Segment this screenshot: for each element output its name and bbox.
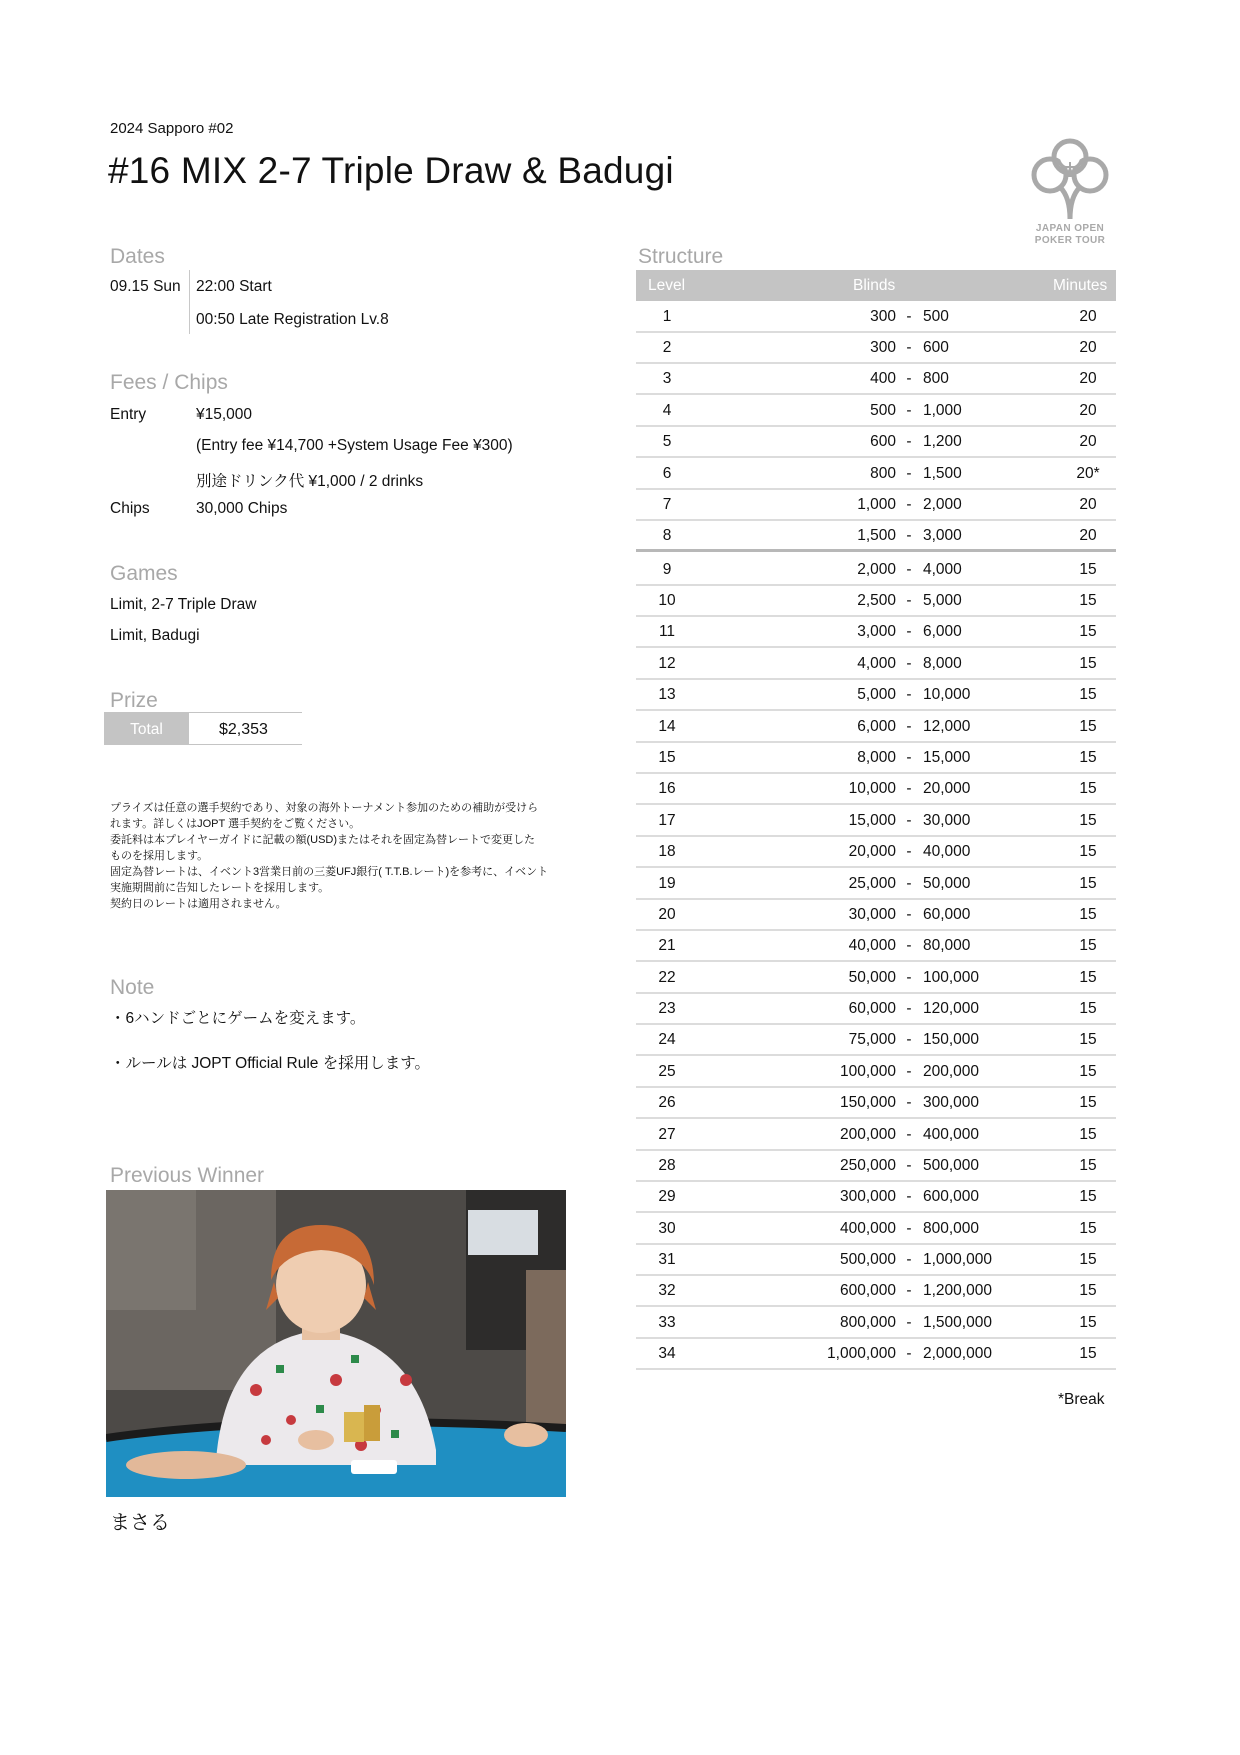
level-number: 34 [658, 1345, 676, 1362]
level-minutes: 15 [1079, 1345, 1097, 1362]
blind-level-row [636, 1025, 1116, 1056]
prize-total-value: $2,353 [219, 721, 268, 738]
big-blind: 200,000 [923, 1063, 980, 1080]
blind-level-row [636, 869, 1116, 900]
divider [104, 744, 302, 745]
level-minutes: 15 [1079, 561, 1097, 578]
level-minutes: 15 [1079, 1220, 1097, 1237]
small-blind: 2,000 [857, 561, 896, 578]
prize-total-label: Total [104, 713, 189, 744]
clover-logo-icon [1020, 135, 1120, 221]
event-series-label: 2024 Sapporo #02 [110, 120, 234, 137]
big-blind: 1,200 [923, 433, 962, 450]
blinds-separator: - [906, 780, 912, 797]
blinds-separator: - [906, 749, 912, 766]
small-blind: 1,000,000 [827, 1345, 896, 1362]
blind-level-row [636, 586, 1116, 617]
level-minutes: 20 [1079, 433, 1097, 450]
level-minutes: 15 [1079, 1188, 1097, 1205]
blinds-separator: - [906, 465, 912, 482]
level-minutes: 15 [1079, 623, 1097, 640]
blind-level-row [636, 931, 1116, 962]
small-blind: 8,000 [857, 749, 896, 766]
level-number: 11 [658, 623, 676, 640]
big-blind: 800,000 [923, 1220, 980, 1237]
small-blind: 500 [870, 402, 896, 419]
blinds-separator: - [906, 1220, 912, 1237]
entry-value: ¥15,000 [196, 406, 253, 423]
blind-level-row [636, 712, 1116, 743]
blind-level-row [636, 1308, 1116, 1339]
blinds-separator: - [906, 1282, 912, 1299]
small-blind: 300,000 [839, 1188, 896, 1205]
level-minutes: 15 [1079, 1126, 1097, 1143]
level-minutes: 15 [1079, 1157, 1097, 1174]
blind-level-row [636, 900, 1116, 931]
blinds-separator: - [906, 655, 912, 672]
previous-winner-heading: Previous Winner [110, 1164, 265, 1187]
big-blind: 500,000 [923, 1157, 980, 1174]
level-number: 13 [658, 686, 676, 703]
level-number: 9 [662, 561, 672, 578]
blinds-separator: - [906, 1063, 912, 1080]
blinds-separator: - [906, 1000, 912, 1017]
small-blind: 200,000 [839, 1126, 896, 1143]
level-number: 18 [658, 843, 676, 860]
dates-late-registration: 00:50 Late Registration Lv.8 [196, 311, 389, 328]
drink-fee: 別途ドリンク代 ¥1,000 / 2 drinks [196, 473, 424, 490]
big-blind: 80,000 [923, 937, 971, 954]
fine-print-line: 委託料は本プレイヤーガイドに記載の額(USD)またはそれを固定為替レートで変更した [110, 834, 536, 846]
small-blind: 60,000 [848, 1000, 896, 1017]
dates-day: 09.15 Sun [110, 278, 181, 295]
break-footnote: *Break [1058, 1391, 1105, 1408]
big-blind: 600,000 [923, 1188, 980, 1205]
blind-level-row [636, 1214, 1116, 1245]
small-blind: 800,000 [839, 1314, 896, 1331]
small-blind: 50,000 [848, 969, 896, 986]
small-blind: 20,000 [848, 843, 896, 860]
game-item: Limit, 2-7 Triple Draw [110, 596, 257, 613]
blinds-separator: - [906, 812, 912, 829]
level-number: 4 [662, 402, 672, 419]
game-item: Limit, Badugi [110, 627, 200, 644]
fine-print-line: 固定為替レートは、イベント3営業日前の三菱UFJ銀行( T.T.B.レート)を参考に、イベント [110, 866, 549, 878]
blind-level-row [636, 1151, 1116, 1182]
fees-heading: Fees / Chips [110, 371, 228, 394]
level-number: 23 [658, 1000, 676, 1017]
level-number: 3 [662, 370, 672, 387]
level-number: 30 [658, 1220, 676, 1237]
blind-level-row [636, 1339, 1116, 1370]
level-number: 25 [658, 1063, 676, 1080]
small-blind: 250,000 [839, 1157, 896, 1174]
blinds-separator: - [906, 433, 912, 450]
blinds-separator: - [906, 561, 912, 578]
blinds-separator: - [906, 1094, 912, 1111]
level-number: 17 [658, 812, 676, 829]
level-minutes: 20 [1079, 402, 1097, 419]
level-minutes: 20 [1079, 496, 1097, 513]
small-blind: 15,000 [848, 812, 896, 829]
level-minutes: 15 [1079, 812, 1097, 829]
level-minutes: 15 [1079, 1000, 1097, 1017]
small-blind: 150,000 [839, 1094, 896, 1111]
level-number: 14 [658, 718, 676, 735]
blind-level-row [636, 1245, 1116, 1276]
level-number: 6 [662, 465, 672, 482]
small-blind: 10,000 [848, 780, 896, 797]
blind-level-row [636, 774, 1116, 805]
level-number: 1 [662, 308, 672, 325]
page-title: #16 MIX 2-7 Triple Draw & Badugi [108, 150, 674, 191]
big-blind: 300,000 [923, 1094, 980, 1111]
entry-label: Entry [110, 406, 147, 423]
small-blind: 75,000 [848, 1031, 896, 1048]
note-line: ・ルールは JOPT Official Rule を採用します。 [110, 1055, 430, 1072]
winner-name: まさる [110, 1512, 170, 1534]
blinds-separator: - [906, 718, 912, 735]
blinds-separator: - [906, 906, 912, 923]
small-blind: 6,000 [857, 718, 896, 735]
small-blind: 500,000 [839, 1251, 896, 1268]
level-minutes: 20 [1079, 308, 1097, 325]
blinds-separator: - [906, 1031, 912, 1048]
level-minutes: 15 [1079, 1282, 1097, 1299]
column-header-level: Level [648, 277, 686, 294]
chips-value: 30,000 Chips [196, 500, 288, 517]
level-minutes: 15 [1079, 1031, 1097, 1048]
level-number: 26 [658, 1094, 676, 1111]
level-minutes: 15 [1079, 1251, 1097, 1268]
jopt-logo [1020, 135, 1120, 247]
blind-level-row [636, 1088, 1116, 1119]
small-blind: 400 [870, 370, 896, 387]
small-blind: 800 [870, 465, 896, 482]
games-heading: Games [110, 562, 178, 585]
level-minutes: 15 [1079, 1314, 1097, 1331]
blind-level-row [636, 302, 1116, 333]
blinds-separator: - [906, 1157, 912, 1174]
big-blind: 8,000 [923, 655, 962, 672]
fine-print-line: れます。詳しくはJOPT 選手契約をご覧ください。 [110, 818, 361, 830]
blind-level-row [636, 1182, 1116, 1213]
big-blind: 4,000 [923, 561, 962, 578]
small-blind: 4,000 [857, 655, 896, 672]
blind-level-row [636, 364, 1116, 395]
blinds-separator: - [906, 937, 912, 954]
big-blind: 400,000 [923, 1126, 980, 1143]
level-number: 16 [658, 780, 676, 797]
big-blind: 2,000 [923, 496, 962, 513]
level-minutes: 15 [1079, 592, 1097, 609]
level-minutes: 15 [1079, 1063, 1097, 1080]
blinds-separator: - [906, 1345, 912, 1362]
level-number: 12 [658, 655, 676, 672]
winner-photo [106, 1190, 566, 1497]
blinds-separator: - [906, 592, 912, 609]
level-number: 19 [658, 875, 676, 892]
big-blind: 500 [923, 308, 949, 325]
big-blind: 50,000 [923, 875, 971, 892]
small-blind: 300 [870, 339, 896, 356]
fine-print-line: 実施期間前に告知したレートを採用します。 [110, 882, 330, 894]
blinds-separator: - [906, 1314, 912, 1331]
blinds-separator: - [906, 1251, 912, 1268]
blinds-separator: - [906, 496, 912, 513]
level-number: 22 [658, 969, 676, 986]
blinds-separator: - [906, 875, 912, 892]
dates-heading: Dates [110, 245, 165, 268]
big-blind: 100,000 [923, 969, 980, 986]
prize-fine-print [110, 800, 580, 912]
blind-level-row [636, 396, 1116, 427]
blind-level-row [636, 963, 1116, 994]
big-blind: 15,000 [923, 749, 971, 766]
level-minutes: 20 [1079, 370, 1097, 387]
small-blind: 3,000 [857, 623, 896, 640]
blinds-separator: - [906, 623, 912, 640]
blind-level-row [636, 649, 1116, 680]
blinds-separator: - [906, 969, 912, 986]
level-minutes: 15 [1079, 655, 1097, 672]
level-minutes: 15 [1079, 843, 1097, 860]
level-minutes: 15 [1079, 749, 1097, 766]
level-minutes: 15 [1079, 686, 1097, 703]
small-blind: 2,500 [857, 592, 896, 609]
level-number: 10 [658, 592, 676, 609]
level-minutes: 15 [1079, 718, 1097, 735]
level-number: 20 [658, 906, 676, 923]
small-blind: 600,000 [839, 1282, 896, 1299]
fine-print-line: 契約日のレートは適用されません。 [110, 898, 287, 910]
small-blind: 30,000 [848, 906, 896, 923]
small-blind: 400,000 [839, 1220, 896, 1237]
level-number: 32 [658, 1282, 676, 1299]
blind-level-row [636, 743, 1116, 774]
level-minutes: 15 [1079, 780, 1097, 797]
big-blind: 12,000 [923, 718, 971, 735]
blind-level-row [636, 680, 1116, 711]
level-number: 5 [662, 433, 672, 450]
small-blind: 1,000 [857, 496, 896, 513]
big-blind: 3,000 [923, 527, 962, 544]
blind-level-row [636, 1120, 1116, 1151]
big-blind: 30,000 [923, 812, 971, 829]
big-blind: 10,000 [923, 686, 971, 703]
blinds-separator: - [906, 527, 912, 544]
level-minutes: 20 [1079, 339, 1097, 356]
big-blind: 2,000,000 [923, 1345, 992, 1362]
blind-level-row [636, 1057, 1116, 1088]
blind-level-row [636, 427, 1116, 458]
level-minutes: 15 [1079, 1094, 1097, 1111]
structure-table-header [636, 270, 1116, 301]
small-blind: 1,500 [857, 527, 896, 544]
big-blind: 1,200,000 [923, 1282, 992, 1299]
blind-level-row [636, 521, 1116, 552]
big-blind: 600 [923, 339, 949, 356]
level-minutes: 15 [1079, 875, 1097, 892]
big-blind: 1,000 [923, 402, 962, 419]
blind-level-row [636, 459, 1116, 490]
level-minutes: 15 [1079, 937, 1097, 954]
level-number: 31 [658, 1251, 676, 1268]
prize-total-row [104, 713, 302, 744]
logo-line-1: JAPAN OPEN [1035, 223, 1105, 234]
blind-level-row [636, 806, 1116, 837]
blinds-separator: - [906, 686, 912, 703]
level-minutes: 20 [1079, 527, 1097, 544]
big-blind: 120,000 [923, 1000, 980, 1017]
level-number: 8 [662, 527, 672, 544]
blinds-separator: - [906, 339, 912, 356]
small-blind: 25,000 [848, 875, 896, 892]
big-blind: 40,000 [923, 843, 971, 860]
level-minutes: 15 [1079, 969, 1097, 986]
big-blind: 1,000,000 [923, 1251, 992, 1268]
structure-heading: Structure [638, 245, 724, 268]
note-heading: Note [110, 976, 155, 999]
blind-level-row [636, 555, 1116, 586]
fine-print-line: プライズは任意の選手契約であり、対象の海外トーナメント参加のための補助が受けら [110, 802, 539, 814]
big-blind: 20,000 [923, 780, 971, 797]
dates-divider [189, 270, 190, 334]
blind-level-row [636, 994, 1116, 1025]
blind-level-row [636, 617, 1116, 648]
blind-level-row [636, 1276, 1116, 1307]
level-number: 2 [662, 339, 672, 356]
small-blind: 40,000 [848, 937, 896, 954]
level-minutes: 15 [1079, 906, 1097, 923]
prize-heading: Prize [110, 689, 158, 712]
level-number: 29 [658, 1188, 676, 1205]
column-header-blinds: Blinds [853, 277, 896, 294]
level-number: 21 [658, 937, 676, 954]
big-blind: 800 [923, 370, 949, 387]
logo-line-2: POKER TOUR [1034, 235, 1106, 246]
level-number: 7 [662, 496, 672, 513]
blinds-separator: - [906, 402, 912, 419]
column-header-minutes: Minutes [1053, 277, 1108, 294]
chips-label: Chips [110, 500, 150, 517]
fine-print-line: ものを採用します。 [110, 850, 209, 862]
level-minutes: 20* [1076, 465, 1100, 482]
blind-level-row [636, 837, 1116, 868]
small-blind: 100,000 [839, 1063, 896, 1080]
blinds-separator: - [906, 1126, 912, 1143]
blinds-separator: - [906, 1188, 912, 1205]
blinds-separator: - [906, 370, 912, 387]
big-blind: 60,000 [923, 906, 971, 923]
level-number: 27 [658, 1126, 676, 1143]
big-blind: 1,500 [923, 465, 962, 482]
entry-detail: (Entry fee ¥14,700 +System Usage Fee ¥300) [196, 437, 513, 454]
big-blind: 1,500,000 [923, 1314, 992, 1331]
blind-level-row [636, 333, 1116, 364]
note-line: ・6ハンドごとにゲームを変えます。 [110, 1010, 366, 1027]
level-number: 15 [658, 749, 676, 766]
blinds-separator: - [906, 308, 912, 325]
small-blind: 600 [870, 433, 896, 450]
small-blind: 300 [870, 308, 896, 325]
big-blind: 150,000 [923, 1031, 980, 1048]
small-blind: 5,000 [857, 686, 896, 703]
level-number: 24 [658, 1031, 676, 1048]
dates-start-time: 22:00 Start [196, 278, 272, 295]
big-blind: 5,000 [923, 592, 962, 609]
blinds-separator: - [906, 843, 912, 860]
blind-level-row [636, 490, 1116, 521]
big-blind: 6,000 [923, 623, 962, 640]
level-number: 33 [658, 1314, 676, 1331]
level-number: 28 [658, 1157, 676, 1174]
